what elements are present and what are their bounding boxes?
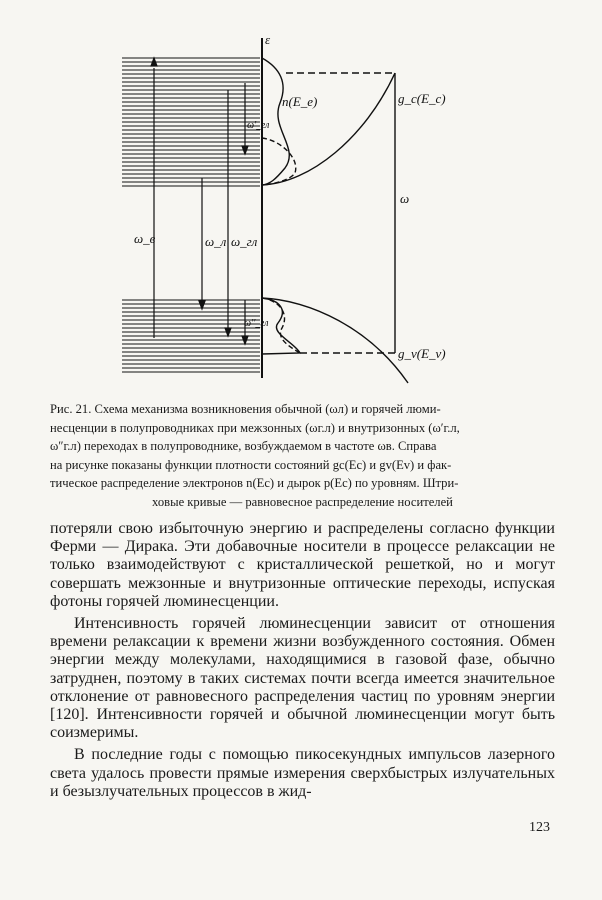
body-paragraph: В последние годы с помощью пикосекундных импульсов лазерного света удалось провести прямые измерения сверхбыстрых излучательных и безызлучательных процессов в жид- [50,746,555,800]
g-c-label: g_c(E_c) [398,91,446,106]
conduction-band-levels [122,58,260,186]
energy-axis-label: ε [265,32,271,47]
body-paragraph: потеряли свою избыточную энергию и распределены согласно функции Ферми — Дирака. Эти добавочные носители в процессе релаксации не только взаимодействуют с кристаллической решеткой, но и могут совершать межзонные и внутризонные оптические переходы, испуская фотоны горячей люминесценции. [50,520,555,610]
omega-gl-label: ω_гл [231,234,258,249]
gc-curve [262,73,395,185]
caption-line: ховые кривые — равновесное распределение носителей [152,494,453,509]
omega-b-arrowhead [151,58,157,66]
omega-gl-prime-arrowhead [242,146,248,154]
n-e-label: n(E_e) [282,94,318,109]
figure-caption [50,400,555,512]
page-number: 123 [529,820,550,835]
omega-gl-arrowhead [225,328,231,336]
caption-line: Рис. 21. Схема механизма возникновения обычной (ωл) и горячей люми- [50,402,441,416]
n-e-equilibrium-curve [262,138,296,185]
caption-line: ω″г.л) переходах в полупроводнике, возбуждаемом в частоте ωв. Справа [50,439,437,454]
caption-line: несценции в полупроводниках при межзонных (ωг.л) и внутризонных (ω′г.л, [50,420,460,435]
omega-gl-dprime-arrowhead [242,336,248,344]
g-v-label: g_v(E_v) [398,346,446,361]
caption-line: на рисунке показаны функции плотности состояний gc(Ec) и gv(Ev) и фак- [50,457,452,472]
valence-band-levels [122,300,260,372]
body-text [50,520,555,801]
omega-gl-dprime-label: ω''_гл [244,318,269,329]
omega-gl-prime-label: ω'_гл [247,120,270,131]
omega-b-label: ω_в [134,231,156,246]
omega-label: ω [400,191,410,206]
omega-l-label: ω_л [205,234,227,249]
band-diagram-figure [110,28,460,398]
transition-arrows [151,58,248,344]
band-diagram-svg [110,28,460,398]
caption-line: тическое распределение электронов n(Ec) и дырок p(Ec) по уровням. Штри- [50,476,459,491]
body-paragraph: Интенсивность горячей люминесценции зависит от отношения времени релаксации к времени жизни возбужденного состояния. Обмен энергии между молекулами, находящимися в газовой фазе, обычно затруднен, поэтому в таких системах почти всегда имеется значительное отклонение от равновесного распределения частиц по уровням энергии [120]. Интенсивности горячей и обычной люминесценции могут быть соизмеримы. [50,615,555,742]
